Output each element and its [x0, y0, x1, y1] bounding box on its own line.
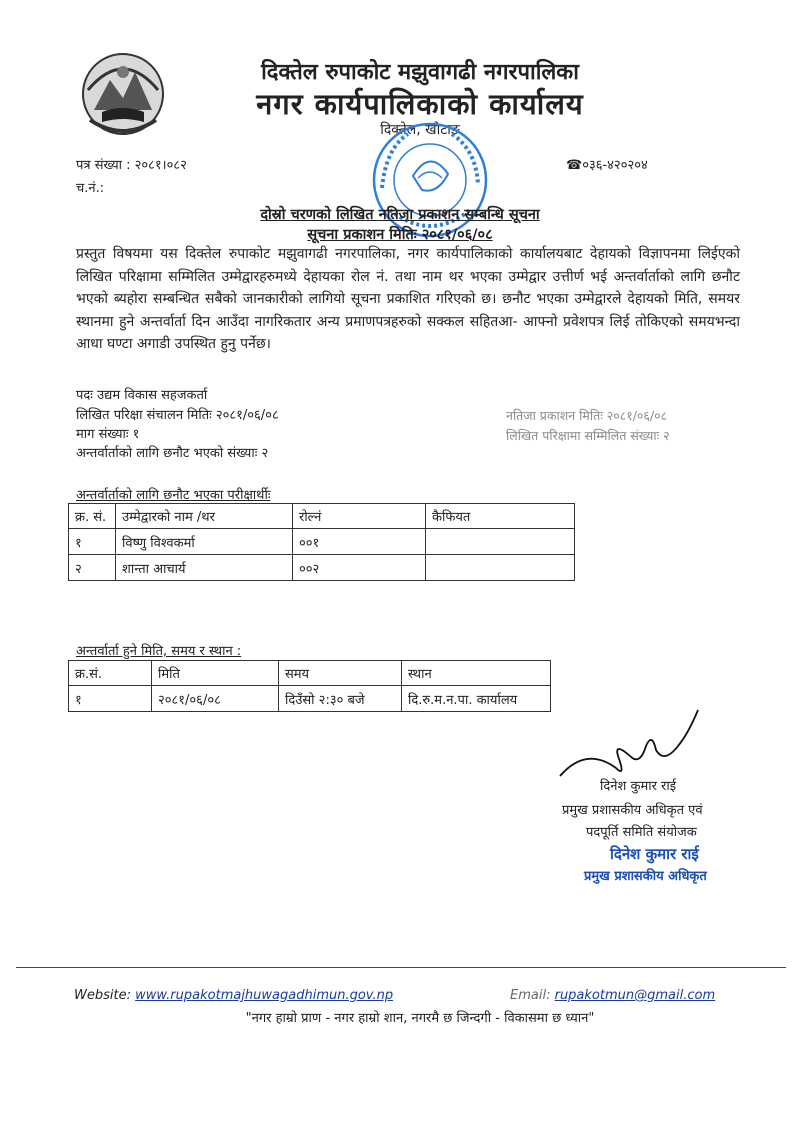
website-label: Website:: [74, 988, 131, 1003]
table-row: [69, 529, 575, 555]
signatory-stamp-title: प्रमुख प्रशासकीय अधिकृत: [584, 869, 707, 884]
footer-divider: [16, 967, 786, 968]
table-cell: दि.रु.म.न.पा. कार्यालय: [402, 686, 551, 712]
table-row: [69, 555, 575, 581]
table-cell: ००१: [293, 529, 426, 555]
municipality-name: दिक्तेल रुपाकोट मझुवागढी नगरपालिका: [261, 60, 579, 85]
signature-icon: [556, 706, 706, 784]
table-cell: विष्णु विश्वकर्मा: [116, 529, 293, 555]
candidates-table-title: अन्तर्वार्ताको लागि छनौट भएका परीक्षार्थीः: [76, 488, 271, 503]
table-cell: २: [69, 555, 116, 581]
participants-info: लिखित परिक्षामा सम्मिलित संख्याः २: [506, 428, 670, 443]
interview-table-title: अन्तर्वार्ता हुने मिति, समय र स्थान :: [76, 644, 242, 659]
table-row: [69, 686, 551, 712]
table-header-row: [69, 661, 551, 686]
table-cell: [426, 555, 575, 581]
shortlisted-info: अन्तर्वार्ताको लागि छनौट भएको संख्याः २: [76, 446, 269, 461]
notice-publish-date: सूचना प्रकाशन मितिः २०८१/०६/०८: [307, 227, 493, 243]
signatory-stamp-name: दिनेश कुमार राई: [610, 845, 699, 863]
table-header: उम्मेद्वारको नाम /थर: [116, 504, 293, 529]
phone-icon: ☎: [566, 158, 583, 173]
signatory-name: दिनेश कुमार राई: [600, 779, 677, 794]
signatory-title-2: पदपूर्ति समिति संयोजक: [586, 825, 697, 840]
office-title: नगर कार्यपालिकाको कार्यालय: [256, 87, 584, 121]
demand-info: माग संख्याः १: [76, 427, 140, 442]
footer-email: [510, 988, 715, 1003]
table-header: समय: [279, 661, 402, 686]
phone-number: [566, 155, 648, 173]
reference-number: पत्र संख्या : २०८१।०८२: [76, 158, 187, 173]
footer-slogan: "नगर हाम्रो प्राण - नगर हाम्रो शान, नगरमै छ जिन्दगी - विकासमा छ ध्यान": [245, 1011, 595, 1026]
table-cell: ००२: [293, 555, 426, 581]
table-header: क्र.सं.: [69, 661, 152, 686]
table-cell: [426, 529, 575, 555]
post-info: पदः उद्यम विकास सहजकर्ता: [76, 388, 208, 403]
email-label: Email:: [510, 988, 551, 1003]
table-cell: १: [69, 686, 152, 712]
table-header: क्र. सं.: [69, 504, 116, 529]
website-link[interactable]: www.rupakotmajhuwagadhimun.gov.np: [135, 988, 394, 1003]
phone-value: ०३६-४२०२०४: [582, 158, 648, 173]
table-header: स्थान: [402, 661, 551, 686]
table-header-row: [69, 504, 575, 529]
table-cell: दिउँसो २:३० बजे: [279, 686, 402, 712]
table-header: कैफियत: [426, 504, 575, 529]
email-link[interactable]: rupakotmun@gmail.com: [554, 988, 716, 1003]
dispatch-number: च.नं.:: [76, 181, 105, 196]
footer-website: [74, 988, 393, 1003]
result-date-info: नतिजा प्रकाशन मितिः २०८१/०६/०८: [506, 408, 668, 423]
interview-table: [68, 660, 551, 712]
exam-date-info: लिखित परिक्षा संचालन मितिः २०८१/०६/०८: [76, 408, 279, 423]
table-cell: १: [69, 529, 116, 555]
signatory-title-1: प्रमुख प्रशासकीय अधिकृत एवं: [562, 803, 703, 818]
table-header: मिति: [152, 661, 279, 686]
notice-body: प्रस्तुत विषयमा यस दिक्तेल रुपाकोट मझुवागढी नगरपालिका, नगर कार्यपालिकाको कार्यालयबाट देहायको विज्ञापनमा लिईएको लिखित परिक्षामा सम्मिलित उम्मेद्वारहरुमध्ये देहायका रोल नं. तथा नाम थर भएका उम्मेद्वार उत्तीर्ण भई अन्तर्वार्ताको लागि छनौट भएको ब्यहोरा सम्बन्धित सबैको जानकारीको लागियो सूचना प्रकाशित गरिएको छ। छनौट भएका उम्मेद्वारले देहायको मिति, समयर स्थानमा हुने अन्तर्वार्ता दिन आउँदा नागरिकतार अन्य प्रमाणपत्रहरुको सक्कल सहितआ- आफ्नो प्रवेशपत्र लिई तोकिएको समयभन्दा आधा घण्टा अगाडी उपस्थित हुनु पर्नेछ।: [76, 246, 740, 352]
table-cell: २०८१/०६/०८: [152, 686, 279, 712]
candidates-table: [68, 503, 575, 581]
table-cell: शान्ता आचार्य: [116, 555, 293, 581]
table-header: रोल्नं: [293, 504, 426, 529]
office-location: दिक्तेल, खोटाङ: [380, 122, 460, 138]
notice-subject: दोस्रो चरणको लिखित नतिजा प्रकाशन सम्बन्धि सूचना: [260, 207, 540, 223]
